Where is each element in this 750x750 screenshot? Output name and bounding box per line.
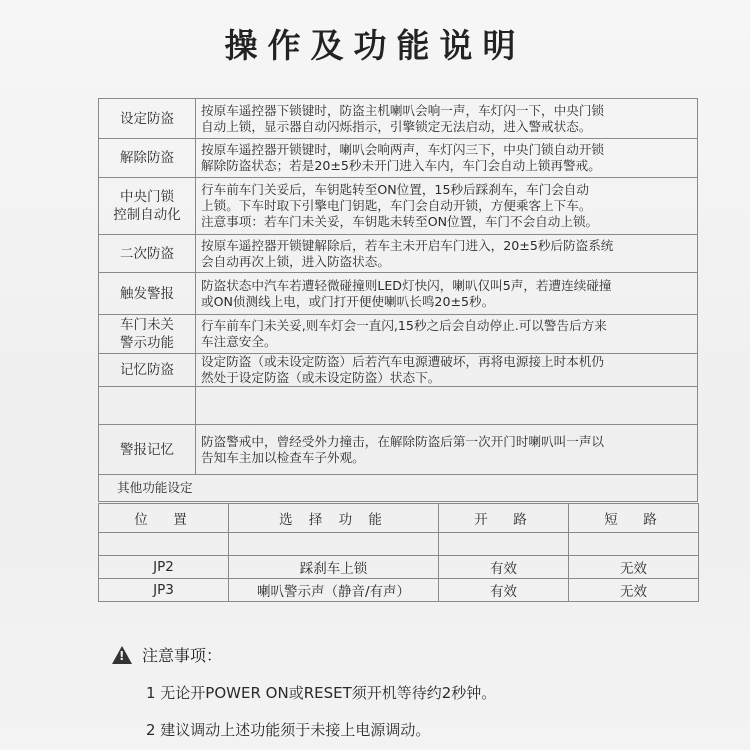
header-function: 选 择 功 能 bbox=[229, 504, 439, 533]
row-description: 防盗状态中汽车若遭轻微碰撞则LED灯快闪，喇叭仅叫5声，若遭连续碰撞 或ON侦测线上电，或门打开便使喇叭长鸣20±5秒。 bbox=[196, 273, 698, 315]
row-description: 设定防盗（或未设定防盗）后若汽车电源遭破坏，再将电源接上时本机仍 然处于设定防盗（或未设定防盗）状态下。 bbox=[196, 354, 698, 387]
row-description bbox=[196, 387, 698, 425]
cell-function: 踩刹车上锁 bbox=[229, 556, 439, 579]
cell-open: 有效 bbox=[439, 556, 569, 579]
row-description: 防盗警戒中，曾经受外力撞击，在解除防盗后第一次开门时喇叭叫一声以 告知车主加以检查车子外观。 bbox=[196, 425, 698, 475]
row-description: 按原车遥控器下锁键时，防盗主机喇叭会响一声，车灯闪一下，中央门锁 自动上锁，显示器自动闪烁指示，引擎锁定无法启动，进入警戒状态。 bbox=[196, 99, 698, 139]
warning-icon bbox=[112, 646, 132, 664]
table-row bbox=[99, 425, 698, 475]
row-label: 二次防盗 bbox=[99, 235, 196, 273]
header-open: 开 路 bbox=[439, 504, 569, 533]
notes-heading-text: 注意事项： bbox=[142, 646, 223, 665]
cell-short: 无效 bbox=[569, 579, 699, 602]
note-item: 1 无论开POWER ON或RESET须开机等待约2秒钟。 bbox=[146, 684, 497, 702]
cell-short: 无效 bbox=[569, 556, 699, 579]
table-row bbox=[99, 273, 698, 315]
header-position: 位 置 bbox=[99, 504, 229, 533]
row-description: 行车前车门未关妥,则车灯会一直闪,15秒之后会自动停止.可以警告后方来 车注意安全。 bbox=[196, 315, 698, 354]
row-label: 设定防盗 bbox=[99, 99, 196, 139]
table-row bbox=[99, 315, 698, 354]
table-header-row bbox=[99, 504, 699, 533]
other-settings-heading: 其他功能设定 bbox=[99, 475, 698, 502]
table-row bbox=[99, 387, 698, 425]
cell-open: 有效 bbox=[439, 579, 569, 602]
notes-heading bbox=[112, 643, 496, 666]
table-row bbox=[99, 139, 698, 178]
row-label: 中央门锁 控制自动化 bbox=[99, 178, 196, 235]
jumper-settings-table bbox=[98, 503, 699, 602]
table-row bbox=[99, 354, 698, 387]
row-label: 警报记忆 bbox=[99, 425, 196, 475]
header-short: 短 路 bbox=[569, 504, 699, 533]
cell-position: JP2 bbox=[99, 556, 229, 579]
row-label: 车门未关 警示功能 bbox=[99, 315, 196, 354]
row-label bbox=[99, 387, 196, 425]
table-row bbox=[99, 235, 698, 273]
row-description: 按原车遥控器开锁键解除后，若车主未开启车门进入，20±5秒后防盗系统 会自动再次上锁，进入防盗状态。 bbox=[196, 235, 698, 273]
cell-position: JP3 bbox=[99, 579, 229, 602]
function-table bbox=[98, 98, 698, 502]
section-row bbox=[99, 475, 698, 502]
table-row bbox=[99, 579, 699, 602]
table-row bbox=[99, 556, 699, 579]
row-description: 行车前车门关妥后，车钥匙转至ON位置，15秒后踩刹车，车门会自动 上锁。下车时取下引擎电门钥匙，车门会自动开锁，方便乘客上下车。 注意事项：若车门未关妥，车钥匙未转至ON位置，车门不会自动上锁。 bbox=[196, 178, 698, 235]
row-label: 解除防盗 bbox=[99, 139, 196, 178]
cell-function: 喇叭警示声（静音/有声） bbox=[229, 579, 439, 602]
table-row bbox=[99, 533, 699, 556]
row-label: 记忆防盗 bbox=[99, 354, 196, 387]
note-item: 2 建议调动上述功能须于未接上电源调动。 bbox=[146, 721, 431, 739]
table-row bbox=[99, 99, 698, 139]
notes-section bbox=[112, 643, 496, 740]
page-title: 操作及功能说明 bbox=[224, 26, 526, 65]
row-description: 按原车遥控器开锁键时，喇叭会响两声，车灯闪三下，中央门锁自动开锁 解除防盗状态；若是20±5秒未开门进入车内，车门会自动上锁再警戒。 bbox=[196, 139, 698, 178]
table-row bbox=[99, 178, 698, 235]
row-label: 触发警报 bbox=[99, 273, 196, 315]
